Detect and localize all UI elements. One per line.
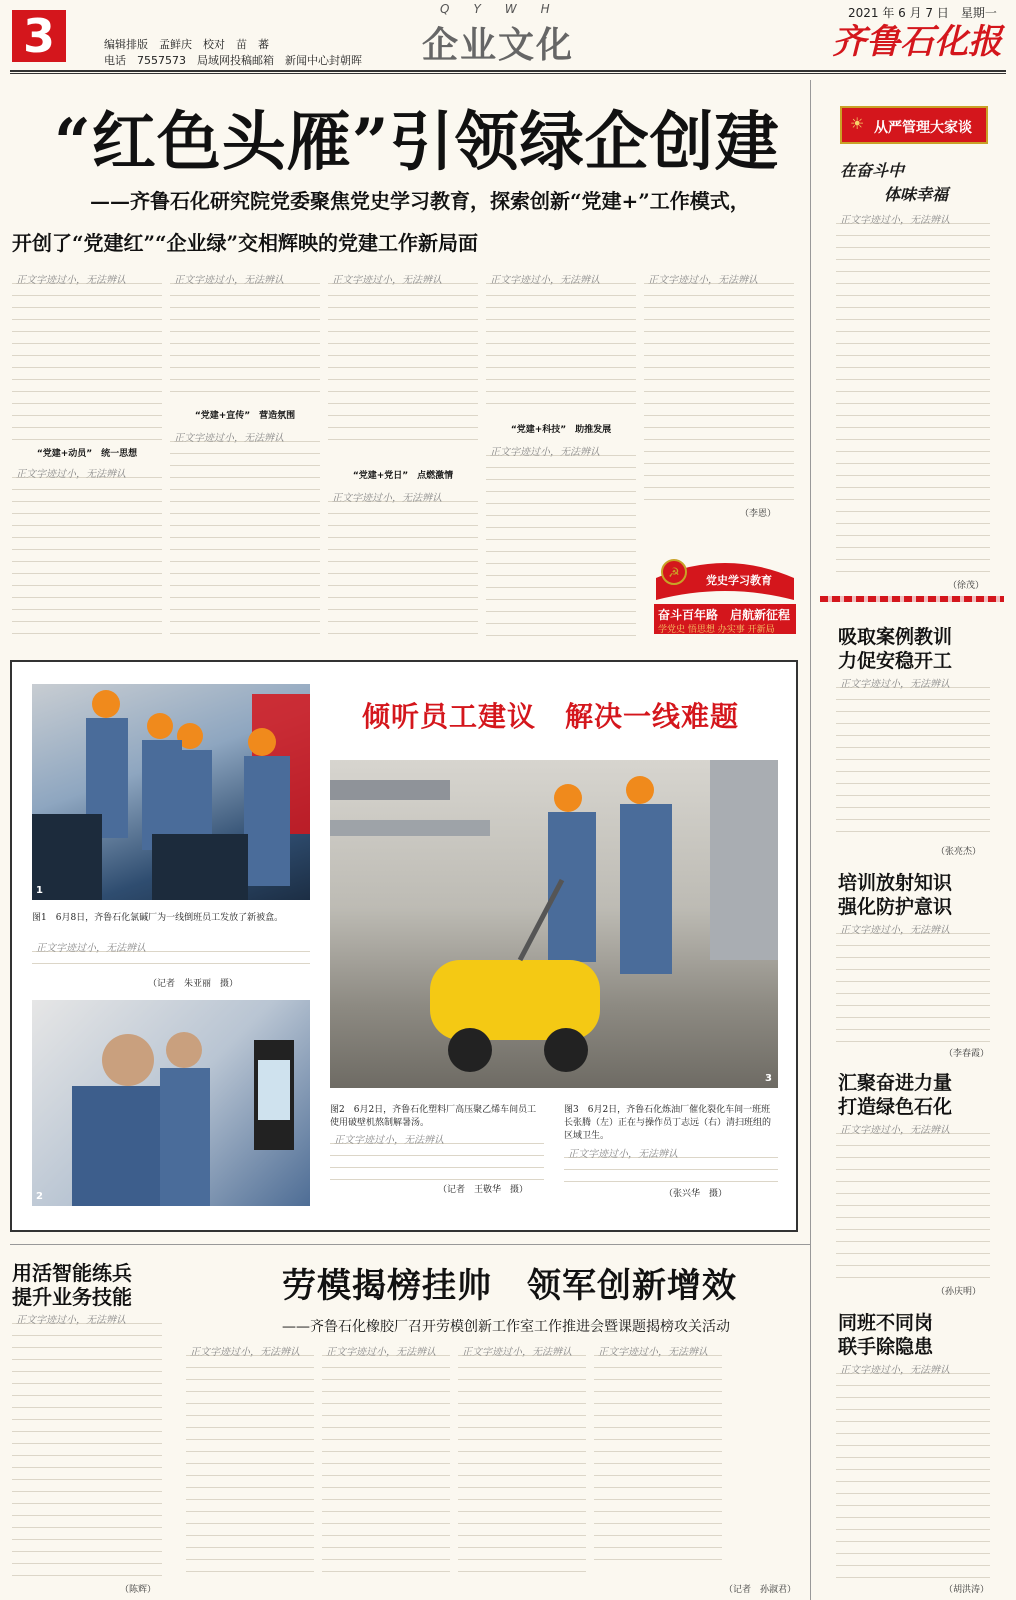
sidebar-story-4-illegible: 正文字迹过小，无法辨认	[836, 1362, 990, 1578]
essay-title-1: 在奋斗中	[840, 161, 905, 180]
caption-1-byline: （记者 朱亚丽 摄）	[148, 979, 239, 989]
sidebar-story-4-title-2: 联手除隐患	[838, 1336, 934, 1358]
lead-col-2-illegible: 正文字迹过小，无法辨认	[170, 272, 320, 400]
photo-2-number: 2	[36, 1191, 43, 1202]
page-number: 3	[12, 10, 66, 62]
sidebar-story-4-title-1: 同班不同岗	[838, 1312, 934, 1334]
credits-line-2: 电话 7557573 局域网投稿邮箱 新闻中心封朝晖	[104, 54, 362, 67]
section-pinyin: QYWH	[440, 2, 574, 16]
caption-2-byline: （记者 王敬华 摄）	[438, 1185, 529, 1195]
lower-main-col-3-illegible: 正文字迹过小，无法辨认	[458, 1344, 586, 1582]
svg-text:☭: ☭	[668, 566, 680, 581]
sidebar-story-1-title-1: 吸取案例教训	[838, 626, 953, 648]
lead-col-4b-illegible: 正文字迹过小，无法辨认	[486, 444, 636, 638]
party-history-badge	[650, 548, 800, 636]
essay-body-illegible: 正文字迹过小，无法辨认	[836, 212, 990, 574]
lower-main-byline: （记者 孙淑君）	[724, 1585, 797, 1595]
lead-col-3-illegible: 正文字迹过小，无法辨认	[328, 272, 478, 450]
sidebar-story-3-byline: （孙庆明）	[936, 1287, 982, 1297]
issue-date: 2021 年 6 月 7 日 星期一	[848, 6, 997, 20]
sidebar-story-1-illegible: 正文字迹过小，无法辨认	[836, 676, 990, 842]
lower-main-col-4-illegible: 正文字迹过小，无法辨认	[594, 1344, 722, 1562]
lead-headline: “红色头雁”引领绿企创建	[54, 105, 780, 180]
sidebar-banner	[840, 106, 988, 144]
caption-3-illegible: 正文字迹过小，无法辨认	[564, 1146, 778, 1182]
badge-motto: 奋斗百年路 启航新征程	[658, 608, 791, 622]
lead-section-head-4: “党建+科技” 助推发展	[510, 425, 612, 435]
sidebar-story-1-title-2: 力促安稳开工	[838, 650, 953, 672]
sidebar-story-2-byline: （李春霞）	[944, 1049, 990, 1059]
lower-left-illegible: 正文字迹过小，无法辨认	[12, 1312, 162, 1578]
caption-1-illegible: 正文字迹过小，无法辨认	[32, 940, 310, 974]
lower-main-subhead: ——齐鲁石化橡胶厂召开劳模创新工作室工作推进会暨课题揭榜攻关活动	[282, 1319, 730, 1335]
lead-section-head-2: “党建+宣传” 营造氛围	[194, 411, 296, 421]
caption-3-byline: （张兴华 摄）	[664, 1189, 728, 1199]
sidebar-story-2-title-1: 培训放射知识	[838, 872, 953, 894]
sidebar-divider-stripe	[820, 596, 1004, 602]
lower-main-col-2-illegible: 正文字迹过小，无法辨认	[322, 1344, 450, 1582]
caption-2-illegible: 正文字迹过小，无法辨认	[330, 1132, 544, 1180]
credits-line-1: 编辑排版 孟鲜庆 校对 苗 蕃	[104, 38, 269, 51]
essay-title-2: 体味幸福	[884, 185, 949, 204]
badge-ribbon: 党史学习教育	[706, 574, 772, 587]
sidebar-story-3-title-1: 汇聚奋进力量	[838, 1072, 953, 1094]
photo-3-number: 3	[765, 1073, 772, 1084]
lead-subhead-2: 开创了“党建红”“企业绿”交相辉映的党建工作新局面	[12, 231, 479, 255]
caption-1: 图1 6月8日，齐鲁石化氯碱厂为一线倒班员工发放了新被盒。	[32, 913, 284, 923]
lower-main-headline: 劳模揭榜挂帅 领军创新增效	[282, 1266, 737, 1306]
rays-icon: ☀	[850, 114, 865, 133]
kitchen-photo-illustration	[32, 1000, 310, 1206]
section-title: 企业文化	[422, 25, 575, 66]
photo-1-number: 1	[36, 885, 43, 896]
feature-photo-2	[32, 1000, 310, 1206]
caption-2: 图2 6月2日，齐鲁石化塑料厂高压聚乙烯车间员工使用破壁机熬制解暑汤。	[330, 1105, 537, 1128]
lead-col-1b-illegible: 正文字迹过小，无法辨认	[12, 466, 162, 638]
lower-left-title-1: 用活智能练兵	[12, 1261, 132, 1285]
newspaper-logo: 齐鲁石化报	[832, 22, 1002, 62]
lead-col-2b-illegible: 正文字迹过小，无法辨认	[170, 430, 320, 638]
lead-col-3b-illegible: 正文字迹过小，无法辨认	[328, 490, 478, 638]
caption-3: 图3 6月2日，齐鲁石化炼油厂催化裂化车间一班班长张腾（左）正在与操作员丁志远（右）清扫班组的区域卫生。	[564, 1105, 772, 1141]
lower-left-byline: （陈辉）	[120, 1585, 157, 1595]
sidebar-story-3-title-2: 打造绿色石化	[838, 1096, 953, 1118]
photo-feature-title: 倾听员工建议 解决一线难题	[362, 700, 740, 733]
sidebar-story-4-byline: （胡洪涛）	[944, 1585, 990, 1595]
masthead-rule-thin	[10, 73, 1006, 74]
lead-section-head-3: “党建+党日” 点燃激情	[352, 471, 454, 481]
essay-byline: （徐茂）	[948, 581, 985, 591]
sidebar-divider	[810, 80, 811, 1600]
lead-byline: （李恩）	[740, 509, 777, 519]
sidebar-story-2-illegible: 正文字迹过小，无法辨认	[836, 922, 990, 1044]
workers-photo-illustration	[32, 684, 310, 900]
sweeping-photo-illustration	[330, 760, 778, 1088]
sidebar-story-1-byline: （张亮杰）	[936, 847, 982, 857]
section-divider	[10, 1244, 810, 1245]
lower-left-title-2: 提升业务技能	[12, 1285, 132, 1309]
lead-subhead-1: ——齐鲁石化研究院党委聚焦党史学习教育，探索创新“党建+”工作模式，	[90, 189, 750, 213]
masthead-rule	[10, 70, 1006, 72]
feature-photo-1	[32, 684, 310, 900]
sidebar-banner-label: 从严管理大家谈	[874, 120, 972, 136]
lead-col-4-illegible: 正文字迹过小，无法辨认	[486, 272, 636, 410]
sidebar-story-3-illegible: 正文字迹过小，无法辨认	[836, 1122, 990, 1280]
lower-main-col-1-illegible: 正文字迹过小，无法辨认	[186, 1344, 314, 1582]
sidebar-story-2-title-2: 强化防护意识	[838, 896, 953, 918]
badge-footer: 学党史 悟思想 办实事 开新局	[658, 625, 775, 635]
feature-photo-3	[330, 760, 778, 1088]
lead-col-5-illegible: 正文字迹过小，无法辨认	[644, 272, 794, 504]
lead-col-1-illegible: 正文字迹过小，无法辨认	[12, 272, 162, 440]
lead-section-head-1: “党建+动员” 统一思想	[36, 449, 138, 459]
